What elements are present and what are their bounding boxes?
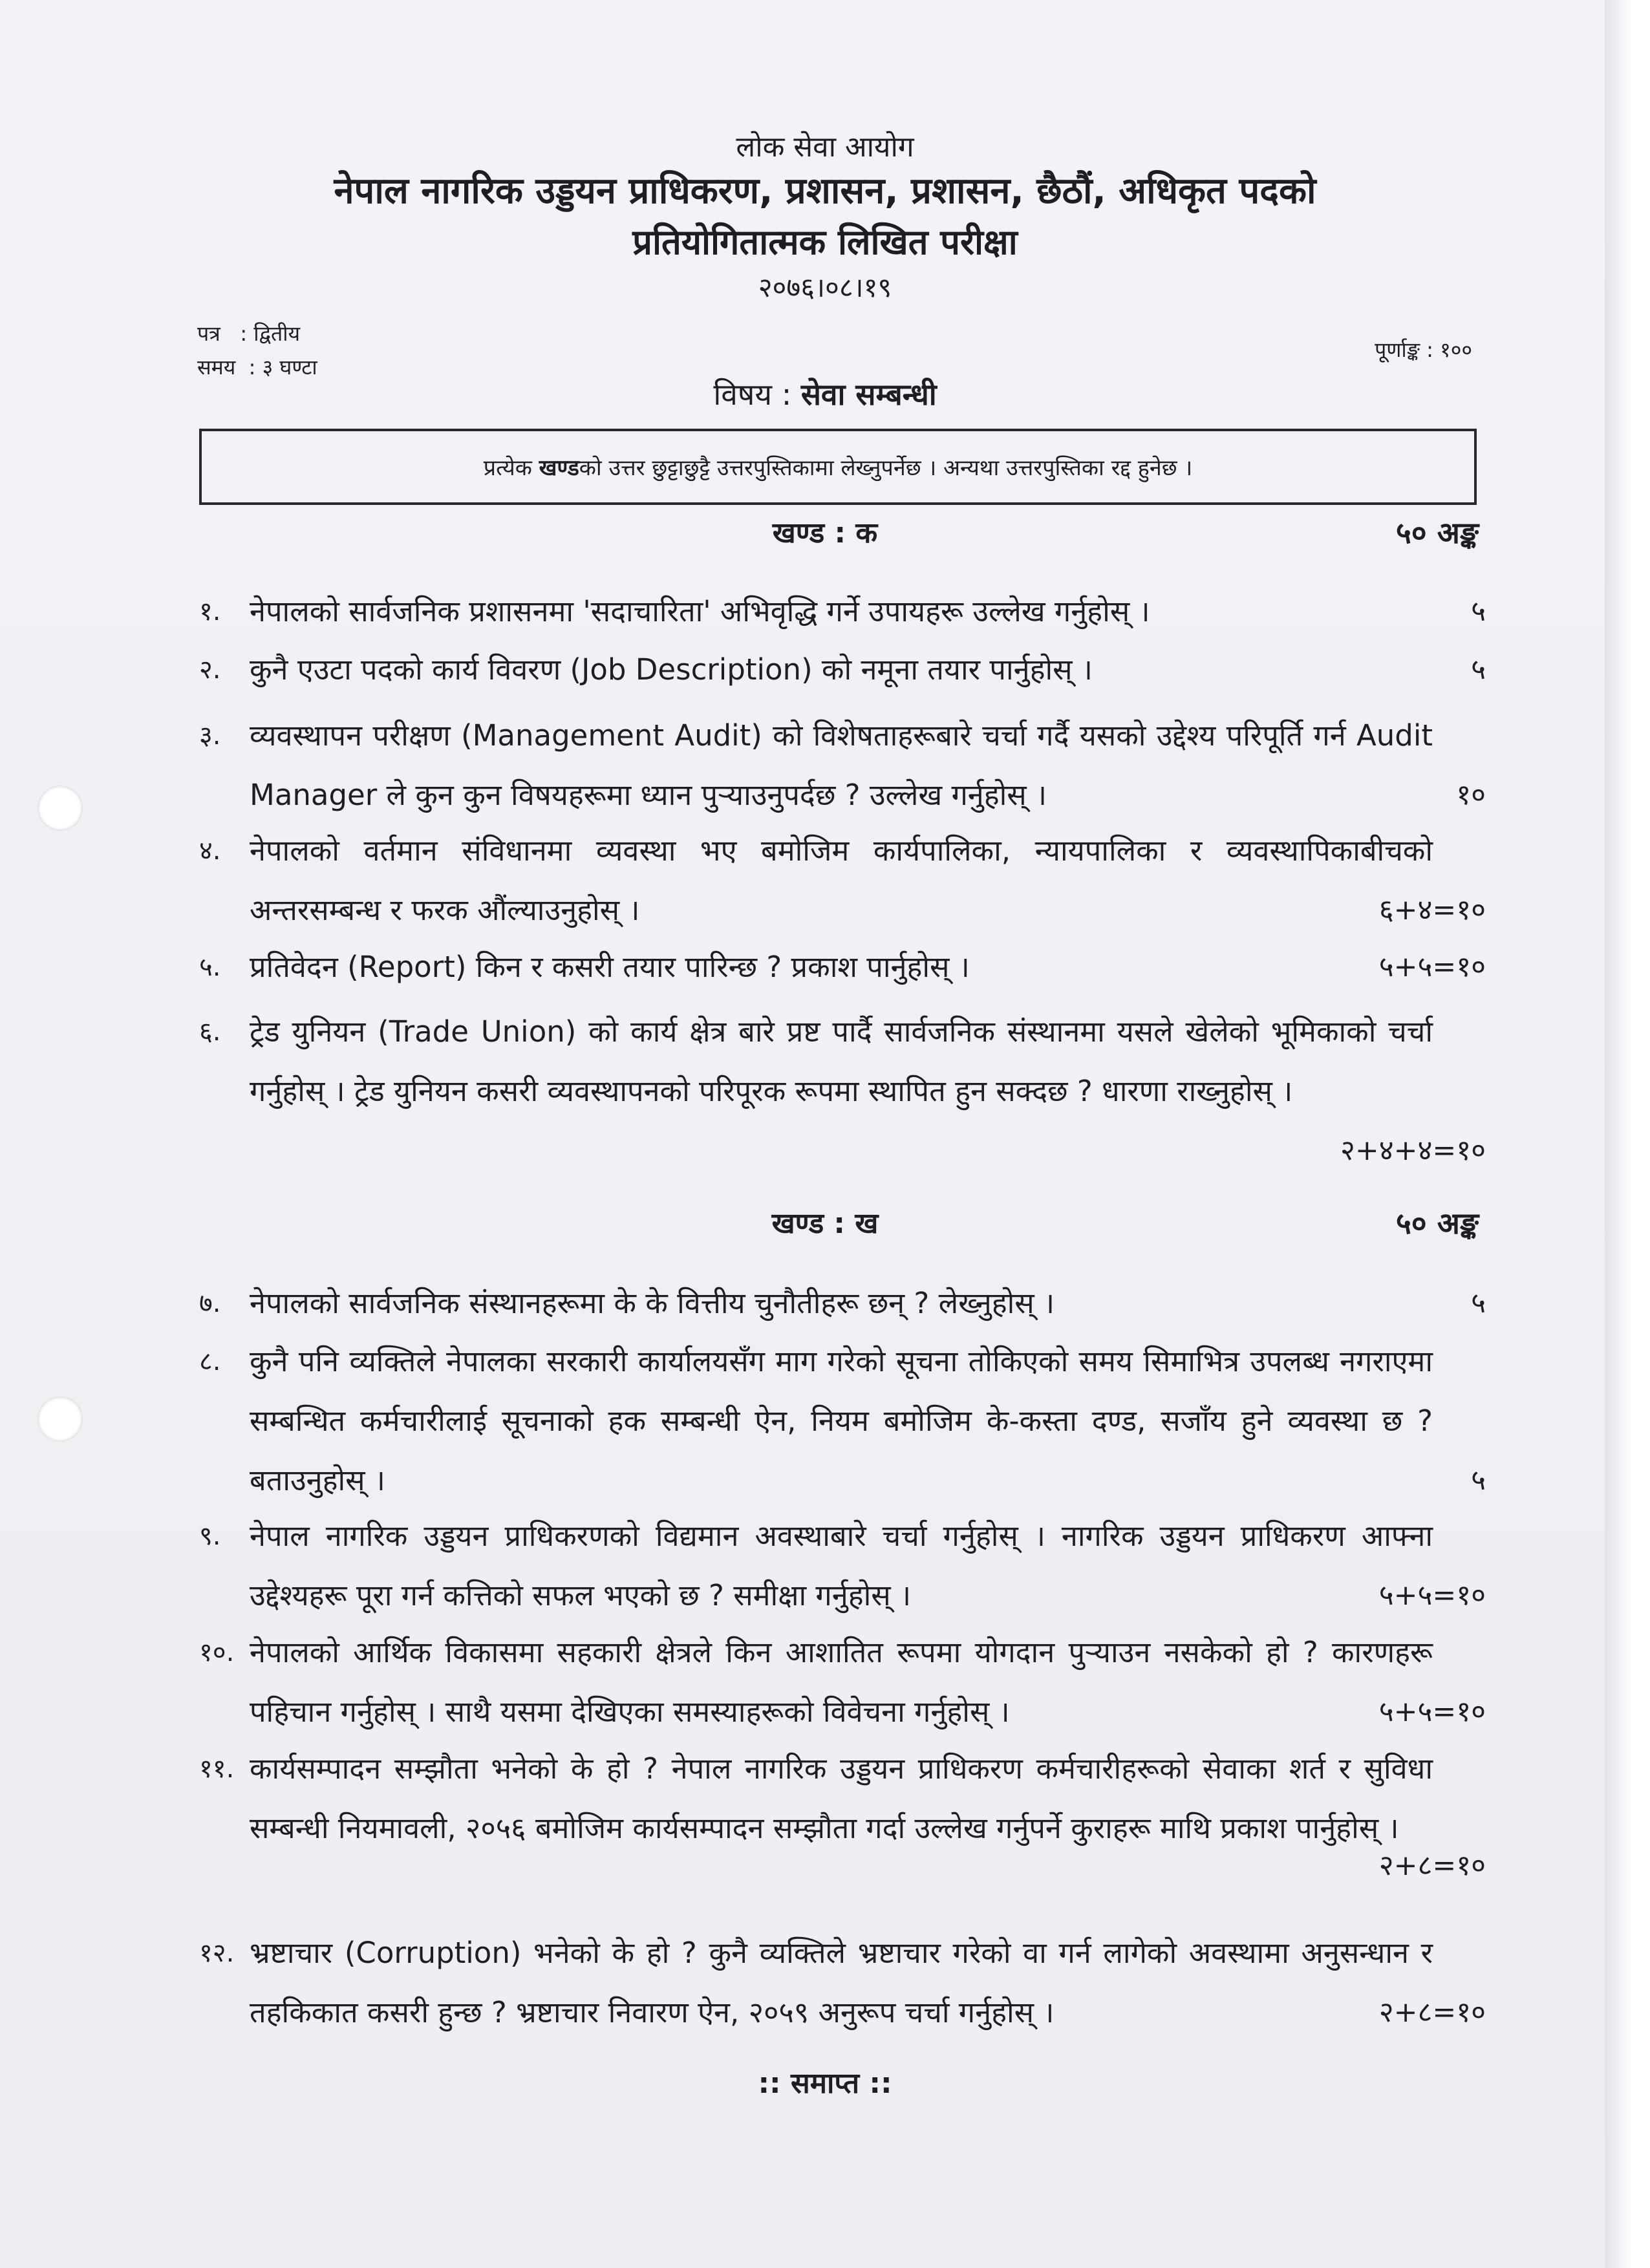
question-number: ३. [199,721,221,751]
question-number: ९. [199,1521,221,1551]
question-text: प्रतिवेदन (Report) किन र कसरी तयार पारिन्छ ? प्रकाश पार्नुहोस् । [250,950,970,984]
question-marks: ५ [1471,1464,1486,1497]
subject-line [0,374,1650,414]
end-marker: :: समाप्त :: [758,2067,892,2100]
question-number: ७. [199,1289,221,1318]
question-marks: ६+४=१० [1378,893,1486,926]
question-marks: ५+५=१० [1378,950,1486,983]
question-text: कुनै एउटा पदको कार्य विवरण (Job Description) को नमूना तयार पार्नुहोस् । [250,652,1093,687]
question-marks: ५ [1471,1287,1486,1320]
question-marks: ५+५=१० [1378,1579,1486,1612]
question-marks: २+८=१० [1378,1996,1486,2029]
question-marks: ५ [1471,595,1486,628]
question-text: नेपालको आर्थिक विकासमा सहकारी क्षेत्रले किन आशातित रूपमा योगदान पुर्‍याउन नसकेको हो ? कारणहरू पहिचान गर्नुहोस् । साथै यसमा देखिएका समस्याहरूको विवेचना गर्नुहोस् । [250,1635,1433,1729]
question-text: भ्रष्टाचार (Corruption) भनेको के हो ? कुनै व्यक्तिले भ्रष्टाचार गरेको वा गर्न लागेको अवस्थामा अनुसन्धान र तहकिकात कसरी हुन्छ ? भ्रष्टाचार निवारण ऐन, २०५९ अनुरूप चर्चा गर्नुहोस् । [250,1936,1433,2029]
question-marks: ५ [1471,653,1486,686]
question-text: नेपालको सार्वजनिक प्रशासनमा 'सदाचारिता' अभिवृद्धि गर्ने उपायहरू उल्लेख गर्नुहोस् । [250,594,1150,628]
punch-hole [38,786,83,831]
question-marks: २+८=१० [1378,1849,1486,1882]
section-marks: ५० अङ्क [1395,1206,1479,1241]
question-marks: ५+५=१० [1378,1695,1486,1728]
paper-number: पत्र : द्वितीय [197,321,301,346]
question-number: १०. [199,1638,235,1667]
question-number: १. [199,597,221,626]
full-marks: पूर्णाङ्क : १०० [1375,337,1472,362]
question-number: १२. [199,1938,235,1968]
exam-title: नेपाल नागरिक उड्डयन प्राधिकरण, प्रशासन, प्रशासन, छैठौं, अधिकृत पदको [334,170,1316,212]
question-text: ट्रेड युनियन (Trade Union) को कार्य क्षेत्र बारे प्रष्ट पार्दै सार्वजनिक संस्थानमा यसले खेलेको भूमिकाको चर्चा गर्नुहोस् । ट्रेड युनियन कसरी व्यवस्थापनको परिपूरक रूपमा स्थापित हुन सक्दछ ? धारणा राख्नुहोस् । [250,1014,1433,1108]
section-marks: ५० अङ्क [1395,515,1479,550]
exam-date: २०७६।०८।१९ [758,272,892,303]
instruction-bold: खण्ड [539,455,579,481]
question-number: ५. [199,952,221,982]
question-number: ४. [199,836,221,866]
question-marks: १० [1456,778,1486,811]
question-text: व्यवस्थापन परीक्षण (Management Audit) को विशेषताहरूबारे चर्चा गर्दै यसको उद्देश्य परिपूर्ति गर्न Audit Manager ले कुन कुन विषयहरूमा ध्यान पुर्‍याउनुपर्दछ ? उल्लेख गर्नुहोस् । [250,718,1433,812]
question-number: ११. [199,1754,235,1784]
subject-label: विषय : [713,377,801,412]
section-title: खण्ड : ख [771,1207,879,1240]
question-text: कुनै पनि व्यक्तिले नेपालका सरकारी कार्यालयसँग माग गरेको सूचना तोकिएको समय सिमाभित्र उपलब्ध नगराएमा सम्बन्धित कर्मचारीलाई सूचनाको हक सम्बन्धी ऐन, नियम बमोजिम के-कस्ता दण्ड, सजाँय हुने व्यवस्था छ ? बताउनुहोस् । [250,1344,1433,1497]
org-name: लोक सेवा आयोग [736,131,914,164]
instruction-pre: प्रत्येक [483,455,539,481]
question-text: नेपालको सार्वजनिक संस्थानहरूमा के के वित्तीय चुनौतीहरू छन् ? लेख्नुहोस् । [250,1286,1055,1320]
question-text: नेपाल नागरिक उड्डयन प्राधिकरणको विद्यमान अवस्थाबारे चर्चा गर्नुहोस् । नागरिक उड्डयन प्राधिकरण आफ्ना उद्देश्यहरू पूरा गर्न कत्तिको सफल भएको छ ? समीक्षा गर्नुहोस् । [250,1519,1433,1612]
question-text: कार्यसम्पादन सम्झौता भनेको के हो ? नेपाल नागरिक उड्डयन प्राधिकरण कर्मचारीहरूको सेवाका शर्त र सुविधा सम्बन्धी नियमावली, २०५६ बमोजिम कार्यसम्पादन सम्झौता गर्दा उल्लेख गर्नुपर्ने कुराहरू माथि प्रकाश पार्नुहोस् । [250,1751,1433,1845]
instruction-post: को उत्तर छुट्टाछुट्टै उत्तरपुस्तिकामा लेख्नुपर्नेछ । अन्यथा उत्तरपुस्तिका रद्द हुनेछ । [579,455,1193,481]
question-text: नेपालको वर्तमान संविधानमा व्यवस्था भए बमोजिम कार्यपालिका, न्यायपालिका र व्यवस्थापिकाबीचको अन्तरसम्बन्ध र फरक औंल्याउनुहोस् । [250,833,1433,927]
instruction-text [484,452,1192,482]
subject-value: सेवा सम्बन्धी [800,377,937,412]
instruction-box [199,429,1477,505]
question-marks: २+४+४=१० [1340,1134,1486,1167]
question-number: ८. [199,1347,221,1376]
question-number: ६. [199,1017,221,1047]
exam-time: समय : ३ घण्टा [197,355,317,380]
question-number: २. [199,655,221,685]
punch-hole [38,1396,83,1442]
paper-edge [1605,0,1650,2268]
section-title: खण्ड : क [772,517,878,550]
exam-subtitle: प्रतियोगितात्मक लिखित परीक्षा [632,222,1018,262]
